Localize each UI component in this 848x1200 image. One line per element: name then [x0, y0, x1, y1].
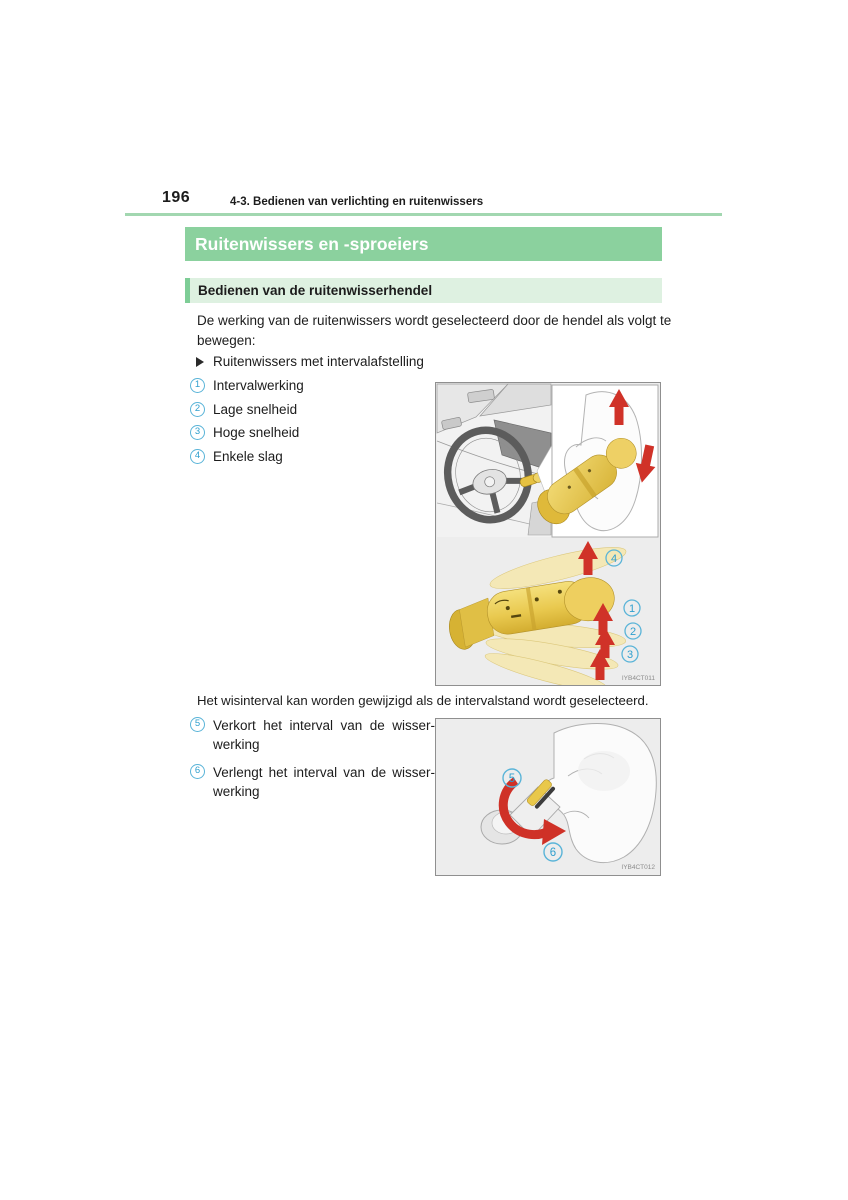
page-number: 196 [162, 189, 191, 206]
callout-3: 3 [626, 649, 634, 661]
list-item [190, 424, 304, 448]
list-item-label: Enkele slag [213, 449, 283, 465]
callout-1: 1 [628, 603, 636, 615]
list-item [190, 448, 304, 472]
list-item-label: Lage snelheid [213, 401, 298, 417]
intro-paragraph [197, 311, 677, 350]
list-item-label [213, 716, 435, 754]
dashboard-drawing [437, 384, 552, 537]
list-item [190, 401, 304, 425]
callout-number-badge: 2 [190, 402, 205, 417]
figure-code: IYB4CT012 [621, 864, 655, 871]
list-item-label: Intervalwerking [213, 378, 304, 393]
callout-5: 5 [508, 773, 516, 785]
list-item [190, 763, 436, 801]
intro-line-2: bewegen: [197, 332, 256, 348]
lever-positions-drawing [445, 539, 656, 685]
label-line-1: Verkort het interval van de wisser- [213, 718, 435, 733]
list-item [190, 377, 304, 401]
callout-number-badge: 6 [190, 764, 205, 779]
callout-number-badge: 1 [190, 378, 205, 393]
figure-wiper-lever-positions [435, 382, 661, 686]
interval-note: Het wisinterval kan worden gewijzigd als de intervalstand wordt geselecteerd. [197, 693, 649, 708]
chapter-title-bar: Ruitenwissers en -sproeiers [185, 227, 662, 261]
interval-list [190, 716, 436, 810]
wiper-position-list [190, 377, 304, 472]
callout-number-badge: 5 [190, 717, 205, 732]
callout-number-badge: 3 [190, 425, 205, 440]
label-line-1: Verlengt het interval van de wisser- [213, 765, 435, 780]
callout-6: 6 [549, 847, 557, 859]
triangle-bullet-icon [196, 357, 204, 367]
section-heading-bar: Bedienen van de ruitenwisserhendel [185, 278, 662, 303]
header-rule [125, 213, 722, 216]
interval-adjuster-illustration [436, 719, 660, 875]
list-item [190, 716, 436, 754]
figure-interval-adjuster [435, 718, 661, 876]
wiper-lever-illustration [436, 383, 660, 685]
list-item-label: Hoge snelheid [213, 425, 300, 441]
callout-2: 2 [629, 626, 637, 638]
intro-line-1: De werking van de ruitenwissers wordt geselecteerd door de hendel als volgt te [197, 313, 672, 328]
label-line-2: werking [213, 737, 260, 752]
label-line-2: werking [213, 784, 260, 799]
figure-code: IYB4CT011 [621, 675, 655, 682]
list-item-label [213, 763, 435, 801]
callout-number-badge: 4 [190, 449, 205, 464]
callout-4: 4 [610, 553, 618, 565]
bullet-item [196, 354, 424, 369]
bullet-label: Ruitenwissers met intervalafstelling [213, 354, 424, 369]
running-header: 4-3. Bedienen van verlichting en ruitenwissers [230, 196, 484, 208]
